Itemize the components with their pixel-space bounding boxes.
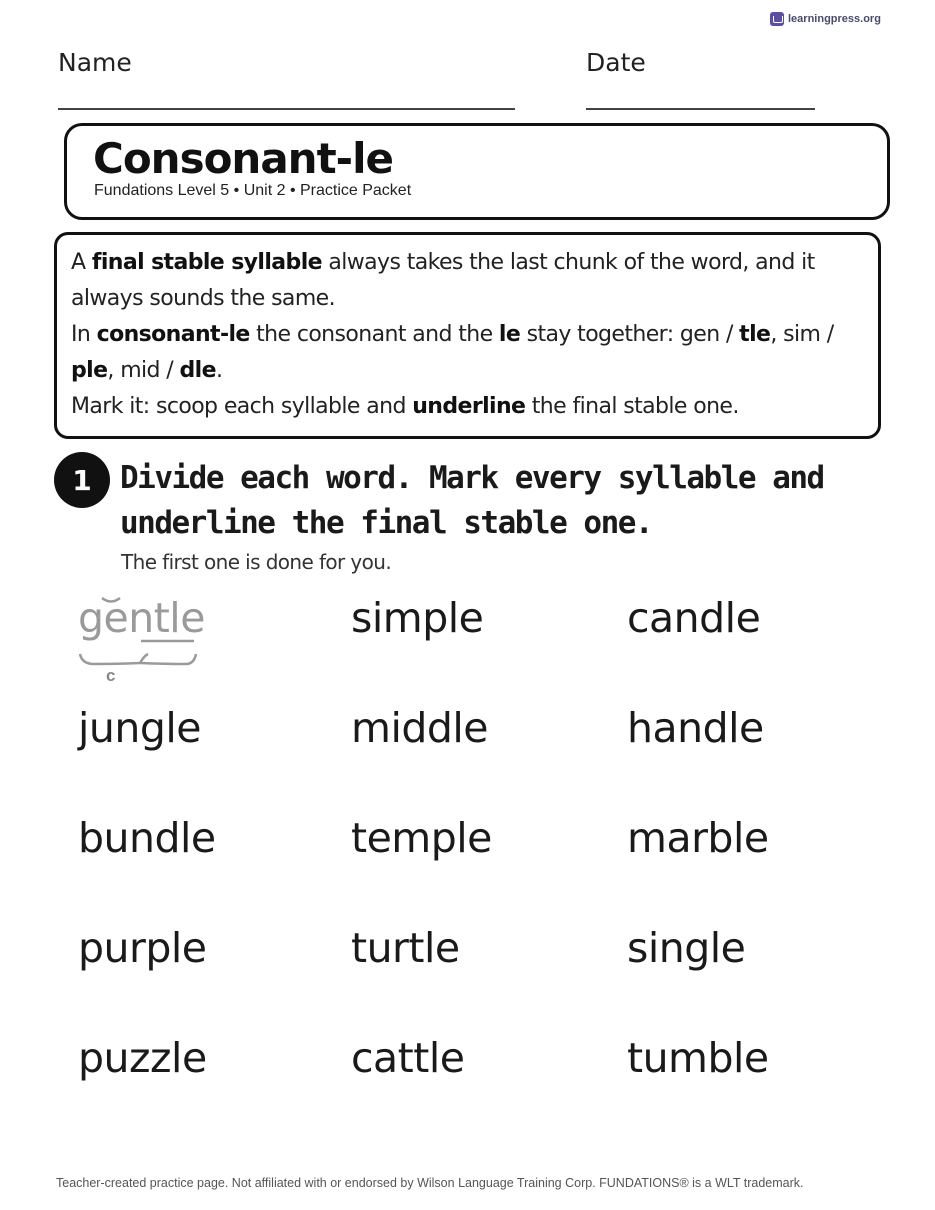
syllable-scoop-joint	[140, 654, 148, 663]
intro-paragraph-3: Mark it: scoop each syllable and underline the final stable one.	[71, 394, 739, 419]
word-item: bundle	[78, 814, 216, 862]
question-instruction: Divide each word. Mark every syllable and underline the final stable one.	[120, 460, 824, 541]
footer-disclaimer: Teacher-created practice page. Not affiliated with or endorsed by Wilson Language Training Corp. FUNDATIONS® is a WLT trademark.	[56, 1176, 804, 1190]
word-item: jungle	[78, 704, 202, 752]
intro-paragraph-2: In consonant-le the consonant and the le stay together: gen / tle, sim / ple, mid / dle.	[71, 322, 834, 383]
syllable-markings	[78, 594, 218, 694]
question-number-badge: 1	[54, 452, 110, 508]
word-item: temple	[351, 814, 492, 862]
brand-text: learningpress.org	[788, 13, 881, 25]
word-item: marble	[627, 814, 769, 862]
date-line	[586, 108, 815, 110]
date-label: Date	[586, 48, 646, 77]
book-icon	[770, 12, 784, 26]
word-item: single	[627, 924, 746, 972]
name-label: Name	[58, 48, 132, 77]
word-item: purple	[78, 924, 207, 972]
page-title: Consonant-le	[93, 134, 393, 183]
intro-box	[54, 232, 881, 439]
word-item: middle	[351, 704, 488, 752]
word-item: cattle	[351, 1034, 465, 1082]
syllable-scoop-1	[80, 654, 140, 664]
example-word	[78, 594, 218, 694]
word-item: turtle	[351, 924, 460, 972]
question-subtext: The first one is done for you.	[121, 550, 392, 574]
word-item: candle	[627, 594, 761, 642]
example-word-text: gentle	[78, 594, 205, 642]
brand-logo[interactable]	[770, 12, 881, 26]
short-vowel-breve	[102, 598, 120, 602]
word-item: tumble	[627, 1034, 769, 1082]
title-box	[64, 123, 890, 220]
name-line	[58, 108, 515, 110]
word-item: puzzle	[78, 1034, 207, 1082]
intro-paragraph-1: A final stable syllable always takes the last chunk of the word, and it always sounds the same.	[71, 250, 815, 311]
word-item: handle	[627, 704, 764, 752]
syllable-scoop-2	[140, 654, 196, 664]
closed-syllable-mark: c	[106, 666, 116, 685]
word-item: simple	[351, 594, 484, 642]
page-subtitle: Fundations Level 5 • Unit 2 • Practice Packet	[94, 182, 412, 199]
